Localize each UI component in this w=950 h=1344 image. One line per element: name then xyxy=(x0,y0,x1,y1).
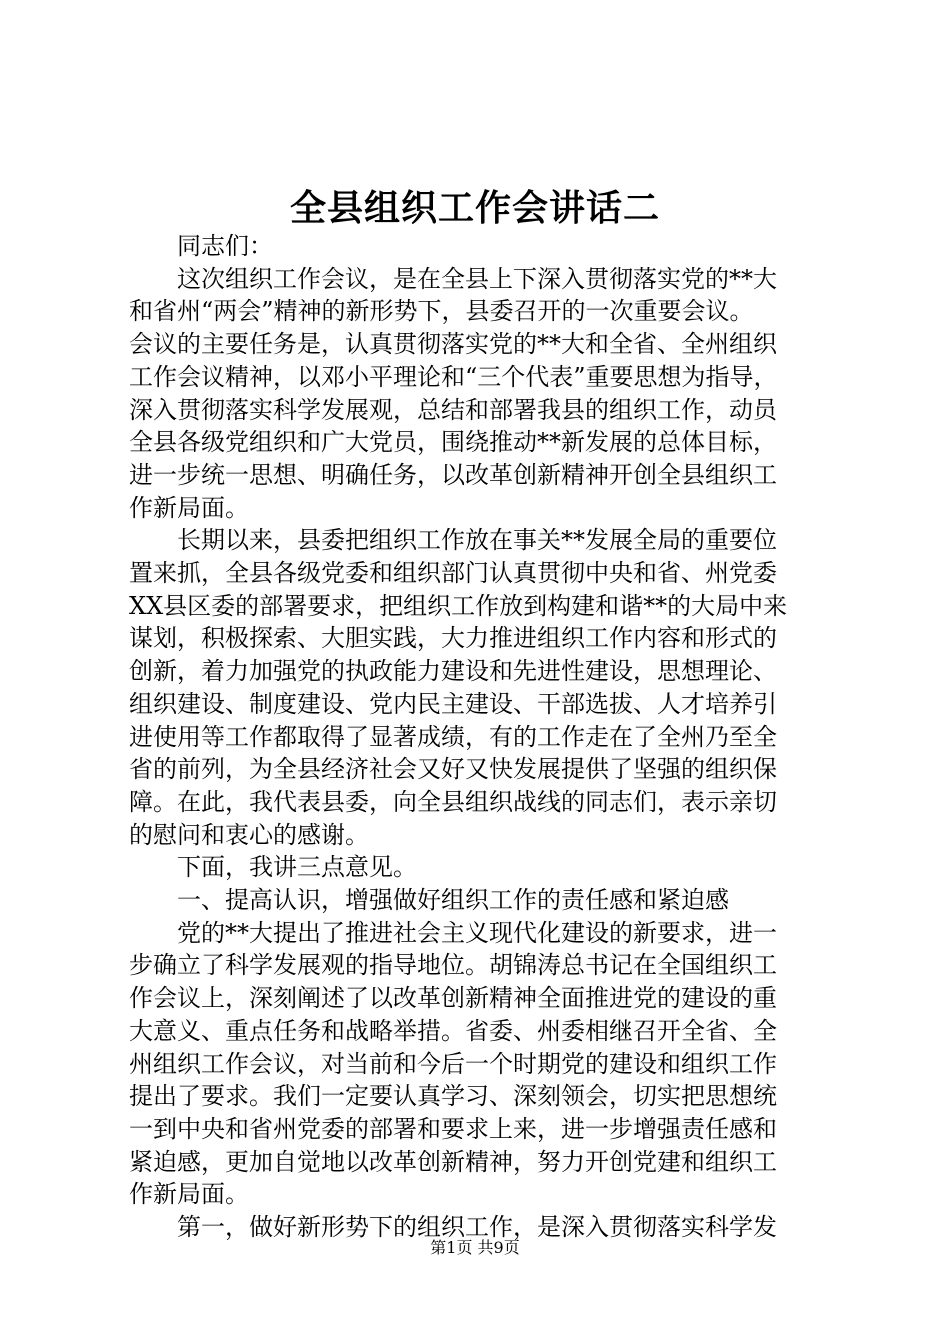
body-paragraph: 长期以来，县委把组织工作放在事关**发展全局的重要位 置来抓，全县各级党委和组织部门认真贯彻中央和省、州党委 XX县区委的部署要求，把组织工作放到构建和谐**的大局中来 谋划，积极探索、大胆实践，大力推进组织工作内容和形式的 创新，着力加强党的执政能力建设和先进性建设，思想理论、 组织建设、制度建设、党内民主建设、干部选拔、人才培养引 进使用等工作都取得了显著成绩，有的工作走在了全州乃至全 省的前列，为全县经济社会又好又快发展提供了坚强的组织保 障。在此，我代表县委，向全县组织战线的同志们，表示亲切 的慰问和衷心的感谢。 xyxy=(129,526,788,849)
body-paragraph: 第一，做好新形势下的组织工作，是深入贯彻落实科学发 xyxy=(177,1213,777,1242)
page-footer: 第1页 共9页 xyxy=(430,1238,520,1257)
document-title: 全县组织工作会讲话二 xyxy=(289,187,660,229)
body-paragraph: 党的**大提出了推进社会主义现代化建设的新要求，进一 步确立了科学发展观的指导地位。胡锦涛总书记在全国组织工 作会议上，深刻阐述了以改革创新精神全面推进党的建设的重 大意义、重点任务和战略举措。省委、州委相继召开全省、全 州组织工作会议，对当前和今后一个时期党的建设和组织工作 提出了要求。我们一定要认真学习、深刻领会，切实把思想统 一到中央和省州党委的部署和要求上来，进一步增强责任感和 紧迫感，更加自觉地以改革创新精神，努力开创党建和组织工 作新局面。 xyxy=(129,918,777,1209)
section-heading: 一、提高认识，增强做好组织工作的责任感和紧迫感 xyxy=(177,886,729,915)
body-paragraph: 这次组织工作会议，是在全县上下深入贯彻落实党的**大 和省州“两会”精神的新形势下，县委召开的一次重要会议。 会议的主要任务是，认真贯彻落实党的**大和全省、全州组织 工作会议精神，以邓小平理论和“三个代表”重要思想为指导， 深入贯彻落实科学发展观，总结和部署我县的组织工作，动员 全县各级党组织和广大党员，围绕推动**新发展的总体目标， 进一步统一思想、明确任务，以改革创新精神开创全县组织工 作新局面。 xyxy=(129,264,778,522)
body-paragraph: 下面，我讲三点意见。 xyxy=(177,853,417,882)
document-body xyxy=(129,230,831,1244)
salutation-paragraph: 同志们： xyxy=(177,232,273,260)
